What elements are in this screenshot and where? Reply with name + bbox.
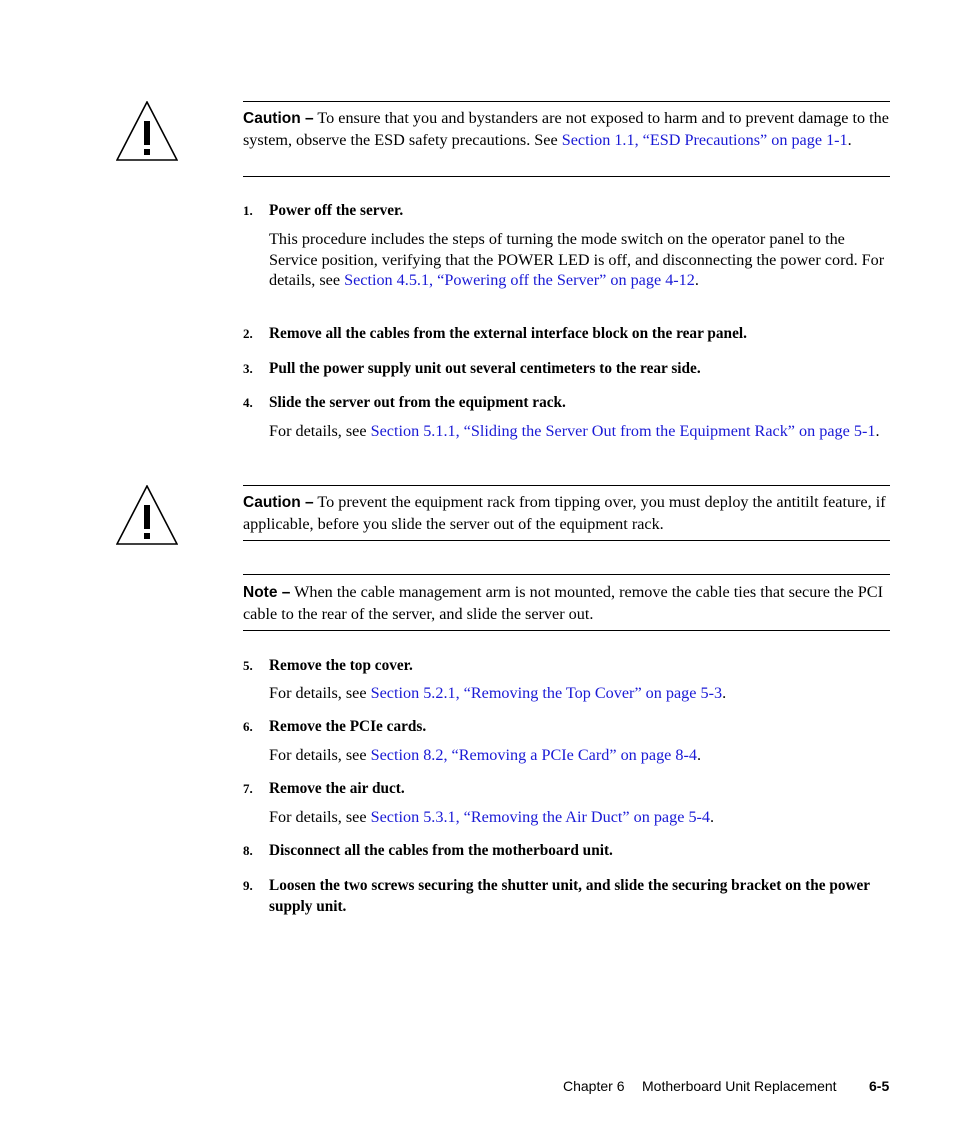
footer-chapter: Chapter 6 — [563, 1078, 625, 1094]
note-lead: Note – — [243, 584, 291, 601]
detail-tail: . — [696, 746, 702, 764]
step-4 — [243, 393, 893, 414]
step-5 — [243, 656, 893, 677]
esd-precautions-link[interactable]: Section 1.1, “ESD Precautions” on page 1-1 — [561, 130, 848, 149]
step-7-detail — [269, 807, 891, 828]
note-text: When the cable management arm is not mounted, remove the cable ties that secure the PCI cable to the rear of the server, and slide the server out. — [243, 583, 883, 623]
caution-admonition — [243, 108, 890, 150]
caution-text: To prevent the equipment rack from tipping over, you must deploy the antitilt feature, if applicable, before you slide the server out of the equipment rack. — [243, 493, 886, 533]
top-cover-link[interactable]: Section 5.2.1, “Removing the Top Cover” on page 5-3 — [370, 684, 723, 702]
detail-tail: . — [875, 422, 880, 440]
caution-bottom-rule — [243, 176, 890, 177]
step-3 — [243, 359, 893, 380]
step-8 — [243, 841, 893, 862]
step-number: 4. — [243, 395, 253, 410]
caution-bottom-rule — [243, 540, 890, 541]
warning-triangle-icon — [116, 485, 178, 545]
step-number: 8. — [243, 843, 253, 858]
detail-text: For details, see — [269, 684, 371, 702]
detail-text: This procedure includes the steps of turning the mode switch on the operator panel to the Service position, verifying that the POWER LED is off, and disconnecting the power cord. For details, see — [269, 230, 885, 289]
powering-off-link[interactable]: Section 4.5.1, “Powering off the Server” on page 4-12 — [344, 271, 695, 289]
warning-triangle-icon — [116, 101, 178, 161]
step-5-detail — [269, 683, 891, 704]
step-text: Remove the top cover. — [269, 657, 413, 674]
detail-tail: . — [710, 808, 715, 826]
detail-tail: . — [722, 684, 727, 702]
step-number: 9. — [243, 878, 253, 893]
step-6-detail — [269, 745, 891, 766]
step-1 — [243, 201, 893, 222]
caution-top-rule — [243, 485, 890, 486]
step-9 — [243, 876, 893, 917]
caution-tail: . — [847, 130, 852, 149]
step-number: 3. — [243, 361, 253, 376]
detail-text: For details, see — [269, 422, 371, 440]
step-text: Disconnect all the cables from the motherboard unit. — [269, 842, 613, 859]
footer-page-number: 6-5 — [869, 1078, 890, 1094]
note-top-rule — [243, 574, 890, 575]
detail-text: For details, see — [269, 746, 371, 764]
detail-text: For details, see — [269, 808, 371, 826]
step-1-detail — [269, 229, 891, 291]
step-number: 2. — [243, 326, 253, 341]
detail-tail: . — [694, 271, 699, 289]
caution-lead: Caution – — [243, 110, 314, 127]
note-admonition — [243, 582, 890, 624]
step-number: 1. — [243, 203, 253, 218]
sliding-server-link[interactable]: Section 5.1.1, “Sliding the Server Out from the Equipment Rack” on page 5-1 — [370, 422, 876, 440]
note-bottom-rule — [243, 630, 890, 631]
step-text: Pull the power supply unit out several centimeters to the rear side. — [269, 360, 701, 377]
step-text: Loosen the two screws securing the shutter unit, and slide the securing bracket on the power supply unit. — [269, 877, 870, 915]
step-4-detail — [269, 421, 891, 442]
step-2 — [243, 324, 893, 345]
step-text: Power off the server. — [269, 202, 404, 219]
air-duct-link[interactable]: Section 5.3.1, “Removing the Air Duct” on page 5-4 — [370, 808, 711, 826]
footer-title: Motherboard Unit Replacement — [642, 1078, 837, 1094]
step-text: Remove the PCIe cards. — [269, 718, 427, 735]
step-text: Slide the server out from the equipment rack. — [269, 394, 566, 411]
caution-lead: Caution – — [243, 494, 314, 511]
caution-top-rule — [243, 101, 890, 102]
step-text: Remove the air duct. — [269, 780, 405, 797]
pcie-card-link[interactable]: Section 8.2, “Removing a PCIe Card” on page 8-4 — [370, 746, 697, 764]
caution-text: To ensure that you and bystanders are not exposed to harm and to prevent damage to the system, observe the ESD safety precautions. See — [243, 109, 889, 149]
step-7 — [243, 779, 893, 800]
step-text: Remove all the cables from the external interface block on the rear panel. — [269, 325, 747, 342]
step-number: 7. — [243, 781, 253, 796]
caution-admonition — [243, 492, 890, 534]
step-number: 6. — [243, 719, 253, 734]
step-number: 5. — [243, 658, 253, 673]
step-6 — [243, 717, 893, 738]
